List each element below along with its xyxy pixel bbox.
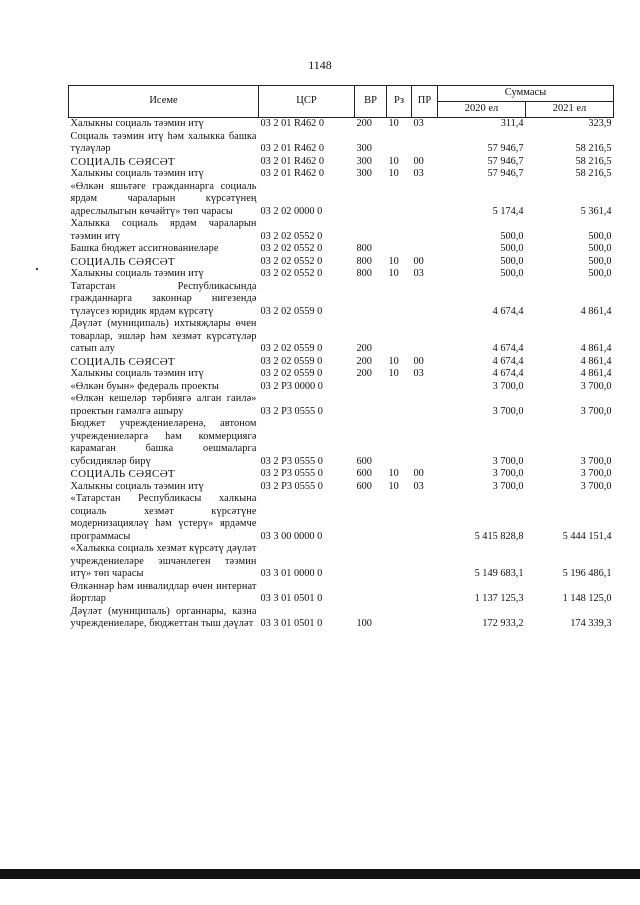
row-pr-code: 00 — [413, 355, 424, 367]
row-pr-code: 00 — [413, 155, 424, 167]
table-row — [69, 368, 614, 381]
scan-bottom-border — [0, 869, 640, 879]
row-amount-2020: 57 946,7 — [487, 168, 524, 179]
row-amount-2020: 5 415 828,8 — [474, 530, 524, 542]
row-rz-code: 10 — [388, 255, 399, 267]
row-amount-2020: 311,4 — [500, 118, 524, 129]
row-amount-2021: 323,9 — [588, 118, 612, 129]
row-vr-code: 800 — [356, 268, 372, 279]
row-amount-2021: 5 361,4 — [580, 205, 612, 217]
row-amount-2020: 4 674,4 — [492, 368, 524, 379]
header-name: Исеме — [69, 86, 259, 118]
table-row — [69, 543, 614, 581]
row-csr-code: 03 2 P3 0555 0 — [260, 455, 323, 467]
row-pr-code — [412, 281, 438, 319]
row-name: Халыкны социаль тәэмин итү — [70, 168, 204, 179]
row-amount-2021: 5 444 151,4 — [562, 530, 612, 542]
row-pr-code — [412, 218, 438, 243]
row-pr-code — [412, 493, 438, 543]
page-number: 1148 — [308, 58, 332, 72]
row-amount-2021: 3 700,0 — [580, 468, 612, 479]
row-amount-2021: 58 216,5 — [575, 168, 612, 179]
row-csr-code: 03 2 01 R462 0 — [260, 143, 325, 154]
row-pr-code — [412, 318, 438, 356]
row-vr-code: 800 — [356, 243, 372, 254]
row-vr-code: 600 — [356, 455, 372, 467]
row-amount-2021: 3 700,0 — [580, 380, 612, 392]
header-year-2021: 2021 ел — [526, 102, 614, 118]
row-vr-code: 300 — [356, 155, 372, 167]
row-csr-code: 03 3 01 0000 0 — [260, 568, 323, 579]
row-amount-2021: 500,0 — [588, 268, 612, 279]
row-vr-code — [355, 493, 387, 543]
header-csr: ЦСР — [259, 86, 355, 118]
row-amount-2020: 500,0 — [500, 243, 524, 254]
row-amount-2021: 4 861,4 — [580, 368, 612, 379]
row-name: СОЦИАЛЬ СӘЯСӘТ — [70, 155, 175, 168]
row-vr-code — [355, 181, 387, 219]
row-name: СОЦИАЛЬ СӘЯСӘТ — [70, 355, 175, 368]
row-pr-code — [412, 418, 438, 468]
row-csr-code: 03 2 02 0552 0 — [260, 230, 323, 242]
row-amount-2020: 3 700,0 — [492, 405, 524, 417]
scan-mark — [36, 268, 38, 270]
row-csr-code: 03 3 00 0000 0 — [260, 530, 323, 542]
table-row — [69, 493, 614, 543]
row-rz-code — [387, 218, 412, 243]
table-row — [69, 243, 614, 256]
table-row — [69, 418, 614, 468]
row-vr-code — [355, 581, 387, 606]
row-vr-code: 200 — [356, 118, 372, 129]
row-pr-code: 03 — [413, 168, 424, 179]
row-rz-code — [387, 493, 412, 543]
row-csr-code: 03 2 01 R462 0 — [260, 118, 325, 129]
row-amount-2021: 3 700,0 — [580, 480, 612, 492]
table-row — [69, 356, 614, 369]
table-row — [69, 256, 614, 269]
table-row — [69, 156, 614, 169]
table-row — [69, 381, 614, 394]
row-vr-code: 600 — [356, 480, 372, 492]
row-pr-code — [412, 581, 438, 606]
row-name: Халыкны социаль тәэмин итү — [70, 480, 204, 492]
row-csr-code: 03 2 02 0552 0 — [260, 243, 323, 254]
row-amount-2020: 5 174,4 — [492, 205, 524, 217]
row-rz-code — [387, 281, 412, 319]
row-vr-code: 300 — [356, 143, 372, 154]
row-pr-code: 03 — [413, 368, 424, 379]
table-header-row — [69, 86, 614, 102]
row-name: СОЦИАЛЬ СӘЯСӘТ — [70, 255, 175, 268]
table-row — [69, 468, 614, 481]
row-csr-code: 03 2 P3 0555 0 — [260, 480, 323, 492]
row-csr-code: 03 2 P3 0555 0 — [260, 405, 323, 417]
row-csr-code: 03 2 02 0559 0 — [260, 343, 323, 354]
table-row — [69, 181, 614, 219]
row-name: Өлкәннәр һәм инвалидлар өчен интернат йортлар — [70, 580, 257, 604]
row-amount-2020: 500,0 — [500, 230, 524, 242]
row-pr-code: 03 — [413, 480, 424, 492]
row-name: «Татарстан Республикасы халкына социаль хезмәт күрсәтүне модернизацияләү һәм үстерү» ярдәмче программасы — [70, 493, 257, 542]
table-body — [69, 118, 614, 631]
row-amount-2021: 4 861,4 — [580, 355, 612, 367]
row-rz-code — [387, 581, 412, 606]
row-pr-code — [412, 381, 438, 394]
row-amount-2021: 4 861,4 — [580, 343, 612, 354]
row-csr-code: 03 3 01 0501 0 — [260, 618, 323, 629]
row-name: Башка бюджет ассигнованиеләре — [70, 243, 219, 254]
row-rz-code — [387, 243, 412, 256]
row-amount-2021: 500,0 — [588, 230, 612, 242]
row-amount-2020: 3 700,0 — [492, 468, 524, 479]
row-amount-2021: 5 196 486,1 — [562, 568, 612, 579]
header-sums: Суммасы — [438, 86, 614, 102]
table-row — [69, 281, 614, 319]
row-vr-code: 200 — [356, 368, 372, 379]
row-vr-code — [355, 543, 387, 581]
row-vr-code — [355, 393, 387, 418]
row-name: Татарстан Республикасында гражданнарга законнар нигезендә түләүсез юридик ярдәм күрсәтү — [70, 280, 257, 317]
row-amount-2021: 58 216,5 — [575, 155, 612, 167]
table-row — [69, 606, 614, 631]
row-rz-code — [387, 318, 412, 356]
table-row — [69, 218, 614, 243]
table-row — [69, 393, 614, 418]
row-amount-2020: 5 149 683,1 — [474, 568, 524, 579]
row-vr-code: 200 — [356, 355, 372, 367]
row-name: Дәүләт (муниципаль) органнары, казна учреждениеләре, бюджеттан тыш дәүләт — [70, 605, 257, 629]
row-amount-2020: 57 946,7 — [487, 155, 524, 167]
row-rz-code: 10 — [388, 368, 399, 379]
row-amount-2021: 3 700,0 — [580, 455, 612, 467]
row-name: СОЦИАЛЬ СӘЯСӘТ — [70, 468, 175, 480]
row-vr-code: 200 — [356, 343, 372, 354]
row-name: Дәүләт (муниципаль) ихтыяҗлары өчен товарлар, эшләр һәм хезмәт күрсәтүләр сатып алу — [70, 318, 257, 354]
row-amount-2021: 500,0 — [588, 243, 612, 254]
row-amount-2020: 3 700,0 — [492, 480, 524, 492]
row-rz-code — [387, 393, 412, 418]
row-csr-code: 03 2 01 R462 0 — [260, 155, 325, 167]
row-name: «Өлкән яшьтәге гражданнарга социаль ярдәм чараларын күрсәтүнең адреслылыгын көчәйтү» төп чарасы — [70, 180, 257, 217]
row-pr-code — [412, 393, 438, 418]
row-pr-code: 03 — [413, 268, 424, 279]
row-rz-code: 10 — [388, 268, 399, 279]
table-row — [69, 481, 614, 494]
row-pr-code — [412, 543, 438, 581]
row-rz-code — [387, 543, 412, 581]
row-csr-code: 03 2 P3 0000 0 — [260, 380, 323, 392]
row-rz-code: 10 — [388, 480, 399, 492]
row-vr-code — [355, 281, 387, 319]
row-vr-code: 100 — [356, 618, 372, 629]
row-csr-code: 03 3 01 0501 0 — [260, 593, 323, 604]
header-year-2020: 2020 ел — [438, 102, 526, 118]
table-row — [69, 131, 614, 156]
row-name: Халыкны социаль тәэмин итү — [70, 368, 204, 379]
table-row — [69, 118, 614, 131]
row-pr-code — [412, 131, 438, 156]
row-amount-2020: 500,0 — [500, 255, 524, 267]
row-amount-2020: 3 700,0 — [492, 455, 524, 467]
row-vr-code — [355, 381, 387, 394]
row-pr-code — [412, 606, 438, 631]
table-row — [69, 168, 614, 181]
row-amount-2020: 4 674,4 — [492, 355, 524, 367]
table-row — [69, 268, 614, 281]
row-csr-code: 03 2 02 0552 0 — [260, 268, 323, 279]
header-pr: ПР — [412, 86, 438, 118]
row-amount-2021: 500,0 — [588, 255, 612, 267]
row-name: Халыкны социаль тәэмин итү — [70, 118, 204, 129]
row-rz-code — [387, 131, 412, 156]
row-rz-code: 10 — [388, 355, 399, 367]
row-amount-2021: 4 861,4 — [580, 305, 612, 317]
budget-table — [68, 85, 614, 631]
row-pr-code: 00 — [413, 468, 424, 479]
row-amount-2020: 57 946,7 — [487, 143, 524, 154]
row-amount-2020: 4 674,4 — [492, 305, 524, 317]
table-row — [69, 318, 614, 356]
row-amount-2020: 1 137 125,3 — [474, 593, 524, 604]
row-amount-2021: 174 339,3 — [570, 618, 612, 629]
row-vr-code — [355, 218, 387, 243]
row-name: Социаль тәэмин итү һәм халыкка башка түләүләр — [70, 130, 257, 154]
row-pr-code: 03 — [413, 118, 424, 129]
row-amount-2020: 4 674,4 — [492, 343, 524, 354]
row-amount-2020: 172 933,2 — [482, 618, 524, 629]
row-name: «Өлкән буын» федераль проекты — [70, 380, 219, 392]
row-csr-code: 03 2 02 0559 0 — [260, 368, 323, 379]
row-vr-code: 600 — [356, 468, 372, 479]
row-csr-code: 03 2 02 0552 0 — [260, 255, 323, 267]
row-rz-code — [387, 606, 412, 631]
row-name: «Өлкән кешеләр тәрбиягә алган гаилә» проектын гамәлгә ашыру — [70, 393, 257, 417]
row-rz-code — [387, 418, 412, 468]
row-pr-code — [412, 243, 438, 256]
row-vr-code: 800 — [356, 255, 372, 267]
table-row — [69, 581, 614, 606]
row-rz-code: 10 — [388, 468, 399, 479]
row-amount-2021: 58 216,5 — [575, 143, 612, 154]
row-rz-code: 10 — [388, 118, 399, 129]
row-name: Бюджет учреждениеләренә, автоном учреждениеләргә һәм коммерциягә карамаган башка оешмаларга субсидияләр бирү — [70, 418, 257, 467]
row-vr-code: 300 — [356, 168, 372, 179]
row-rz-code: 10 — [388, 168, 399, 179]
row-rz-code — [387, 181, 412, 219]
row-rz-code — [387, 381, 412, 394]
row-csr-code: 03 2 02 0000 0 — [260, 205, 323, 217]
row-csr-code: 03 2 P3 0555 0 — [260, 468, 323, 479]
row-amount-2020: 3 700,0 — [492, 380, 524, 392]
row-csr-code: 03 2 01 R462 0 — [260, 168, 325, 179]
row-name: Халыкны социаль тәэмин итү — [70, 268, 204, 279]
header-rz: Рз — [387, 86, 412, 118]
row-rz-code: 10 — [388, 155, 399, 167]
row-csr-code: 03 2 02 0559 0 — [260, 355, 323, 367]
row-csr-code: 03 2 02 0559 0 — [260, 305, 323, 317]
header-vr: ВР — [355, 86, 387, 118]
row-amount-2020: 500,0 — [500, 268, 524, 279]
row-amount-2021: 3 700,0 — [580, 405, 612, 417]
row-pr-code: 00 — [413, 255, 424, 267]
row-amount-2021: 1 148 125,0 — [562, 593, 612, 604]
row-name: «Халыкка социаль хезмәт күрсәтү дәүләт учреждениеләре эшчәнлеген тәэмин итү» төп чарасы — [70, 543, 257, 579]
row-pr-code — [412, 181, 438, 219]
row-name: Халыкка социаль ярдәм чараларын тәэмин итү — [70, 218, 257, 242]
